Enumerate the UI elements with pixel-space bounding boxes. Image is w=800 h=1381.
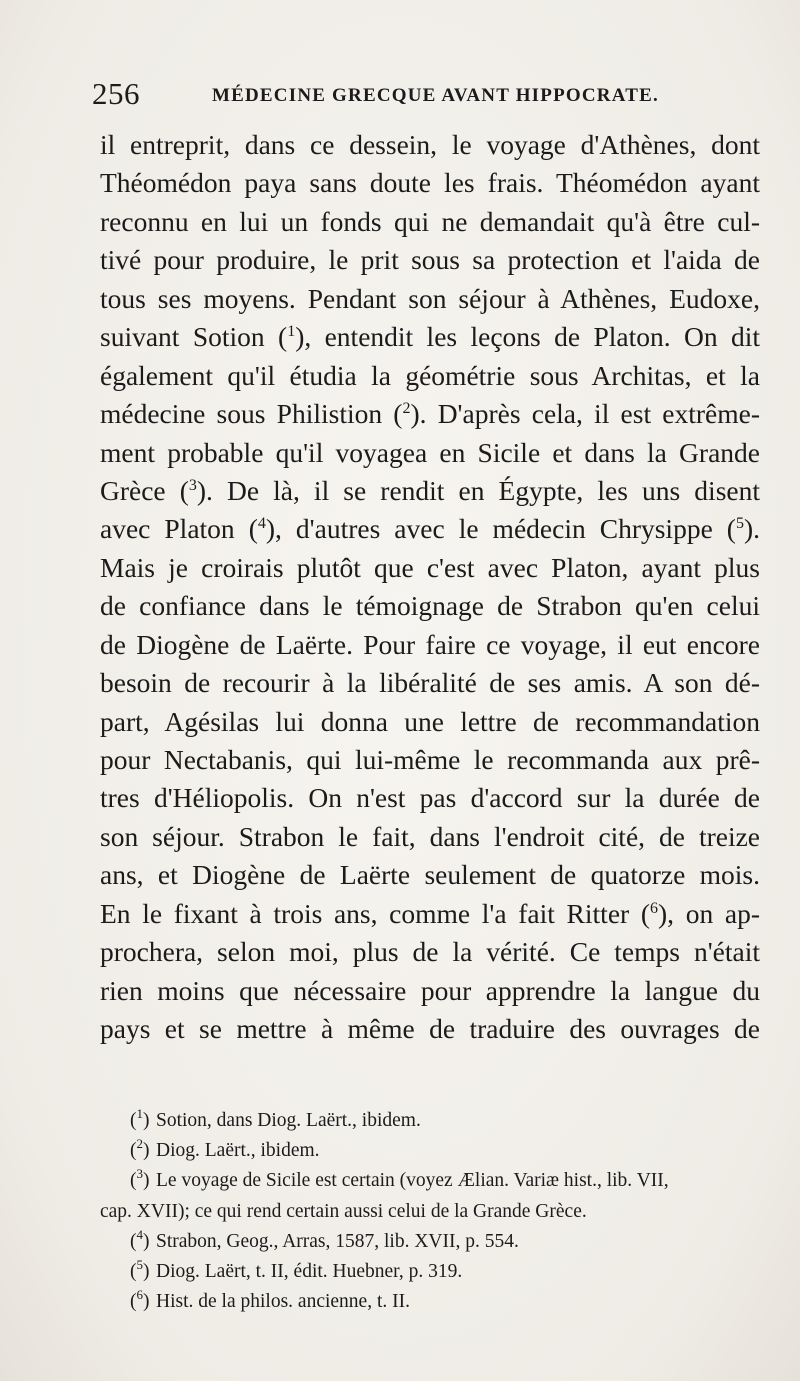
running-head: MÉDECINE GRECQUE AVANT HIPPOCRATE. [212,85,659,106]
footnote-number: ($^1$) [130,1106,150,1131]
text-line: ment probable qu'il voyagea en Sicile et dans la Grande [100,436,760,468]
page-number: 256 [92,76,140,111]
footnote-mark: 3 [188,476,197,494]
footnote-text: Diog. Laërt, t. II, édit. Huebner, p. 319. [156,1260,463,1282]
text-span: avec Platon ( [100,513,258,545]
text-line [100,895,760,933]
footnote [100,1106,760,1136]
footnote-mark: 6 [650,899,659,917]
text-line: également qu'il étudia la géométrie sous Architas, et la [100,359,760,391]
text-line: Mais je croirais plutôt que c'est avec Platon, ayant plus [100,551,760,583]
text-line: ans, et Diogène de Laërte seulement de quatorze mois. [100,859,760,891]
footnote-text: Sotion, dans Diog. Laërt., ibidem. [156,1110,421,1131]
footnote-mark: 1 [287,323,296,341]
footnote [100,1287,760,1317]
footnote-number-mark: 4 [136,1226,143,1242]
footnote-mark: 4 [257,515,266,533]
text-line: pays et se mettre à même de traduire des ouvrages de [100,1013,760,1045]
footnote [100,1166,760,1196]
footnote-number: ($^2$) [130,1136,150,1162]
page-header [92,76,752,116]
text-line [100,472,760,510]
footnote [100,1197,760,1227]
text-line [100,395,760,433]
text-line: son séjour. Strabon le fait, dans l'endroit cité, de treize [100,820,760,852]
text-line [100,510,760,548]
text-line: rien moins que nécessaire pour apprendre la langue du [100,974,760,1006]
footnote [100,1257,760,1287]
text-span: suivant Sotion ( [100,321,288,353]
text-span: ). D'après cela, il est extrême- [410,398,760,430]
footnote-number: ($^5$) [130,1256,150,1282]
footnote-number-mark: 1 [136,1106,143,1121]
text-line [100,318,760,356]
text-line: pour Nectabanis, qui lui-même le recommanda aux prê- [100,744,760,775]
footnote-number: ($^4$) [130,1226,150,1252]
text-line: prochera, selon moi, plus de la vérité. Ce temps n'était [100,936,760,968]
body-text [100,126,760,1049]
text-span: ), on ap- [658,897,760,929]
footnotes [100,1106,760,1317]
text-span: ). De là, il se rendit en Égypte, les uns disent [196,474,760,506]
text-span: médecine sous Philistion ( [100,398,403,430]
text-line: de confiance dans le témoignage de Strabon qu'en celui [100,590,760,622]
footnote-number: ($^3$) [130,1166,150,1192]
footnote-text: Strabon, Geog., Arras, 1587, lib. XVII, p. 554. [156,1230,519,1252]
footnote-text: Le voyage de Sicile est certain (voyez Ælian. Variæ hist., lib. VII, [156,1170,669,1192]
text-line: part, Agésilas lui donna une lettre de recommandation [100,705,760,737]
footnote-number: ($^6$) [130,1287,150,1313]
text-line: de Diogène de Laërte. Pour faire ce voyage, il eut encore [100,628,760,660]
text-span: Grèce ( [100,474,189,506]
footnote [100,1227,760,1257]
footnote-number-mark: 2 [136,1136,143,1152]
footnote-number-mark: 3 [136,1166,143,1182]
text-line: Théomédon paya sans doute les frais. Théomédon ayant [100,167,760,199]
footnote [100,1136,760,1166]
text-span: En le fixant à trois ans, comme l'a fait Ritter ( [100,897,651,929]
text-line: besoin de recourir à la libéralité de ses amis. A son dé- [100,667,760,699]
footnote-number-mark: 6 [136,1287,143,1303]
footnote-number-mark: 5 [136,1256,143,1272]
text-line: tous ses moyens. Pendant son séjour à Athènes, Eudoxe, [100,282,760,314]
footnote-mark: 5 [735,515,744,533]
text-span: ). [743,513,761,545]
text-span: ), entendit les leçons de Platon. On dit [295,321,761,353]
text-line: reconnu en lui un fonds qui ne demandait qu'à être cul- [100,205,760,237]
footnote-text: cap. XVII); ce qui rend certain aussi celui de la Grande Grèce. [100,1200,587,1222]
text-span: ), d'autres avec le médecin Chrysippe ( [265,513,736,545]
footnote-text: Hist. de la philos. ancienne, t. II. [156,1291,410,1313]
text-line: tres d'Héliopolis. On n'est pas d'accord sur la durée de [100,782,760,814]
text-line: il entreprit, dans ce dessein, le voyage d'Athènes, dont [100,129,760,160]
footnote-text: Diog. Laërt., ibidem. [156,1140,320,1162]
text-line: tivé pour produire, le prit sous sa protection et l'aida de [100,244,760,276]
footnote-mark: 2 [402,400,411,418]
